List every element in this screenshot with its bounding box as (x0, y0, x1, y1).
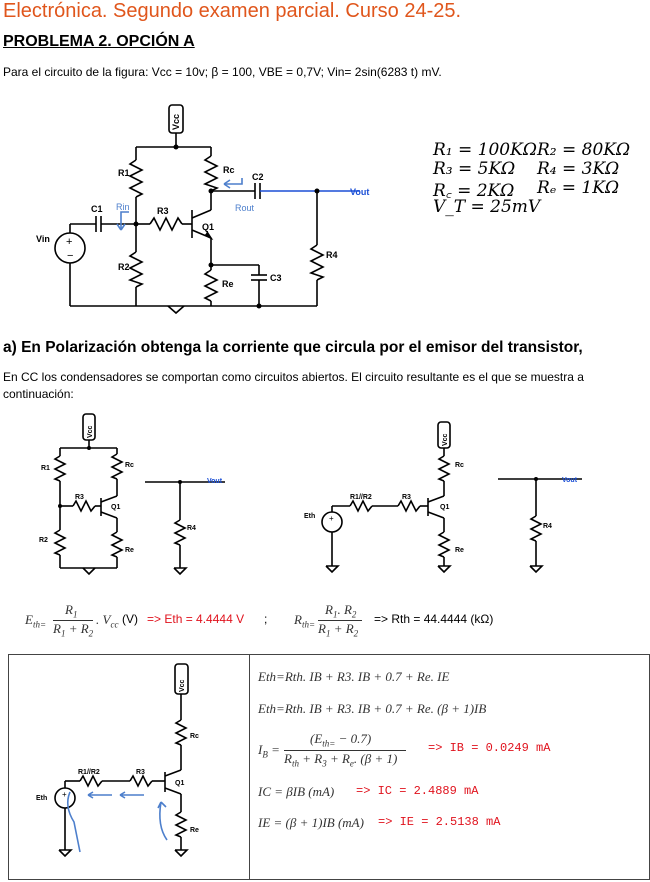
main-circuit-diagram (30, 100, 380, 315)
c2-label: C2 (252, 172, 264, 182)
c1-label: C1 (91, 204, 103, 214)
intro-text: Para el circuito de la figura: Vcc = 10v; β = 100, VBE = 0,7V; Vin= 2sin(6283 t) mV. (3, 65, 442, 79)
ib-result: => IB = 0.0249 mA (428, 741, 551, 755)
th-r3-label: R3 (402, 494, 411, 501)
th-re-label: Re (455, 547, 464, 554)
th-eth-label: Eth (304, 513, 316, 520)
c3-label: C3 (270, 273, 282, 283)
r4-label: R4 (326, 250, 338, 260)
vcc-label: Vcc (171, 113, 181, 130)
value-re: Rₑ = 1KΩ (537, 178, 620, 198)
th-r1r2-label: R1//R2 (350, 494, 372, 501)
box-r3-label: R3 (136, 769, 145, 776)
r1-label: R1 (118, 168, 130, 178)
svg-text:+: + (66, 236, 73, 248)
section-a-heading: a) En Polarización obtenga la corriente que circula por el emisor del transistor, (3, 339, 583, 356)
q1-label: Q1 (202, 222, 215, 232)
dc-vout-label: Vout (207, 478, 223, 485)
box-rc-label: Rc (190, 733, 199, 740)
value-r1: R₁ = 100KΩ (433, 140, 537, 160)
page-title: Electrónica. Segundo examen parcial. Curso 24-25. (3, 0, 462, 22)
th-vcc-label: Vcc (442, 433, 449, 446)
ie-formula: IE = (β + 1)IB (mA) (258, 815, 364, 830)
solution-box-divider (249, 654, 250, 880)
r2-label: R2 (118, 262, 130, 272)
eth-result: => Eth = 4.4444 V (147, 612, 245, 626)
svg-text:+: + (62, 790, 67, 799)
ie-result: => IE = 2.5138 mA (378, 815, 501, 829)
rc-label: Rc (223, 165, 235, 175)
ic-result: => IC = 2.4889 mA (356, 784, 479, 798)
dc-rc-label: Rc (125, 462, 134, 469)
box-re-label: Re (190, 827, 199, 834)
th-vout-label: Vout (562, 477, 578, 484)
dc-q1-label: Q1 (111, 504, 121, 511)
problem-heading: PROBLEMA 2. OPCIÓN A (3, 33, 195, 50)
dc-r2-label: R2 (39, 537, 48, 544)
vin-label: Vin (36, 234, 50, 244)
rout-label: Rout (235, 203, 255, 213)
ic-formula: IC = βIB (mA) (258, 784, 335, 799)
svg-text:−: − (67, 250, 74, 262)
dc-re-label: Re (125, 547, 134, 554)
vout-label: Vout (350, 187, 370, 197)
value-rc: R꜀ = 2KΩ (433, 181, 515, 201)
th-rc-label: Rc (455, 462, 464, 469)
cc-text: En CC los condensadores se comportan como circuitos abiertos. El circuito resultante es el que se muestra a continuación: (3, 370, 584, 401)
box-q1-label: Q1 (175, 780, 185, 787)
re-label: Re (222, 279, 234, 289)
box-eth-label: Eth (36, 795, 48, 802)
eth-unit: (V) (122, 612, 138, 626)
svg-text:+: + (329, 514, 334, 523)
rin-label: Rin (116, 202, 130, 212)
current-flow-diagram (20, 660, 240, 875)
equation-2: Eth=Rth. IB + R3. IB + 0.7 + Re. (β + 1)IB (258, 701, 487, 716)
equation-1: Eth=Rth. IB + R3. IB + 0.7 + Re. IE (258, 669, 450, 684)
value-r2: R₂ = 80KΩ (537, 140, 631, 160)
th-r4-label: R4 (543, 523, 552, 530)
r3-label: R3 (157, 206, 169, 216)
dc-circuit-diagram (35, 412, 235, 580)
thevenin-circuit-diagram (300, 420, 600, 580)
value-r4: R₄ = 3KΩ (537, 159, 620, 179)
formula-separator: ; (264, 612, 268, 626)
th-q1-label: Q1 (440, 504, 450, 511)
dc-r1-label: R1 (41, 465, 50, 472)
dc-vcc-label: Vcc (87, 425, 94, 438)
box-r1r2-label: R1//R2 (78, 769, 100, 776)
dc-r4-label: R4 (187, 525, 196, 532)
dc-r3-label: R3 (75, 494, 84, 501)
rth-result: => Rth = 44.4444 (kΩ) (374, 612, 494, 626)
value-r3: R₃ = 5KΩ (433, 159, 516, 179)
box-vcc-label: Vcc (179, 679, 186, 692)
value-vt: V_T = 25mV (433, 197, 541, 217)
